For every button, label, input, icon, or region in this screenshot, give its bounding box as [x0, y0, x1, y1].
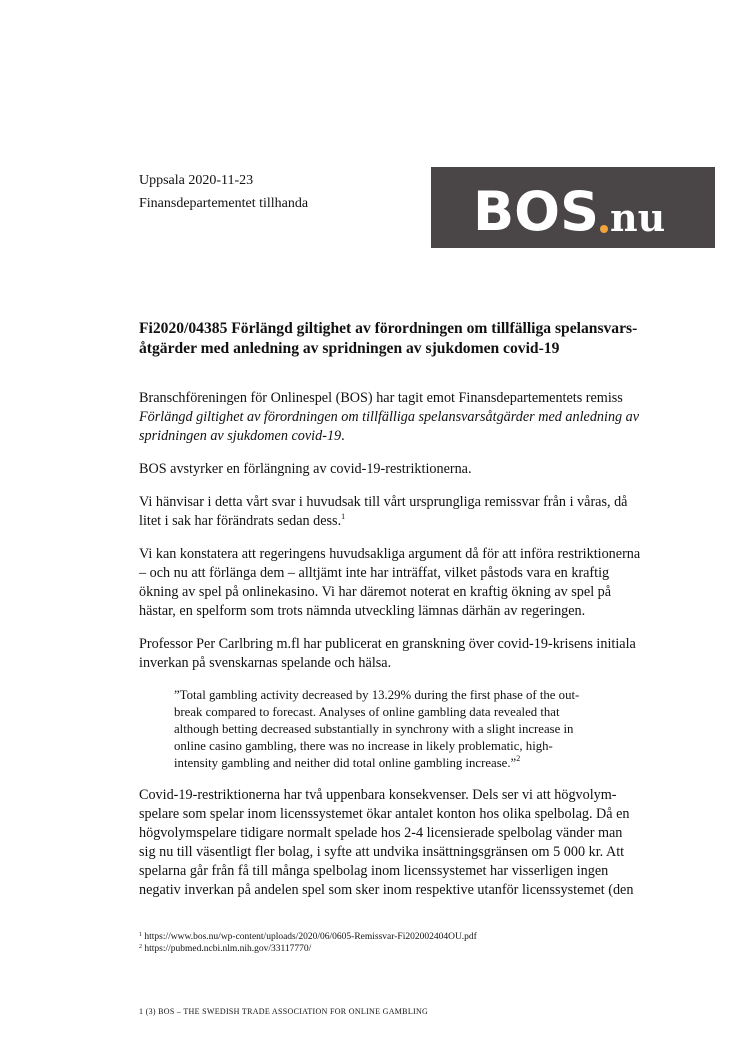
- quote-line: break compared to forecast. Analyses of online gambling data revealed that: [174, 705, 560, 719]
- paragraph-line: – och nu att förlänga dem – alltjämt inte har inträffat, vilket påstods vara en kraftig: [139, 565, 610, 581]
- paragraph-study: [139, 635, 714, 673]
- page-footer: 1 (3) BOS – THE SWEDISH TRADE ASSOCIATION FOR ONLINE GAMBLING: [139, 1007, 429, 1016]
- paragraph-line: litet i sak har förändrats sedan dess.$^1$: [139, 512, 346, 529]
- paragraph-line: ökning av spel på onlinekasino. Vi har däremot noterat en kraftig ökning av spel på: [139, 584, 612, 600]
- footnotes: [139, 931, 477, 955]
- footnote-link[interactable]: https://www.bos.nu/wp-content/uploads/2020/06/0605-Remissvar-Fi202002404OU.pdf: [144, 932, 477, 942]
- paragraph-line: spridningen av sjukdomen covid-19.: [139, 428, 345, 444]
- bos-logo: [431, 167, 715, 248]
- paragraph-line: inverkan på svenskarnas spelande och hälsa.: [139, 655, 392, 671]
- footnote-ref-2: 2: [516, 754, 521, 763]
- paragraph-line: spelare som spelar inom licenssystemet ökar antalet konton hos olika spelbolag. Då en: [139, 806, 630, 822]
- footnote-2: $^2$ https://pubmed.ncbi.nlm.nih.gov/33117770/: [139, 944, 312, 954]
- logo-suffix-text: nu: [610, 195, 666, 240]
- paragraph-line: Vi hänvisar i detta vårt svar i huvudsak till vårt ursprungliga remissvar från i våras, då: [139, 494, 628, 510]
- paragraph-line: hästar, en spelform som trots nämnda utveckling lämnas därhän av regeringen.: [139, 603, 586, 619]
- quote-line: ”Total gambling activity decreased by 13.29% during the first phase of the out-: [174, 688, 580, 702]
- title-line-2: åtgärder med anledning av spridningen av sjukdomen covid-19: [139, 340, 560, 357]
- quote-line: although betting decreased substantially in synchrony with a slight increase in: [174, 722, 574, 736]
- document-title: [139, 319, 699, 359]
- paragraph-line-italic: Förlängd giltighet av förordningen om tillfälliga spelansvarsåtgärder med anledning av: [139, 409, 640, 425]
- logo-main-text: BOS: [473, 180, 599, 243]
- document-body: [139, 389, 714, 914]
- title-line-1: Fi2020/04385 Förlängd giltighet av förordningen om tillfälliga spelansvars-: [139, 320, 638, 337]
- paragraph-consequences: [139, 786, 714, 900]
- footnote-ref-1: 1: [341, 512, 346, 521]
- paragraph-line: BOS avstyrker en förlängning av covid-19-restriktionerna.: [139, 461, 472, 477]
- paragraph-intro: [139, 389, 714, 446]
- paragraph-line: högvolymspelare tidigare normalt spelade hos 2-4 licensierade spelbolag vänder man: [139, 825, 623, 841]
- paragraph-argument: [139, 545, 714, 621]
- paragraph-position: [139, 460, 714, 479]
- italic-text: spridningen av sjukdomen covid-19: [139, 428, 342, 444]
- quote-line: online casino gambling, there was no increase in likely problematic, high-: [174, 739, 553, 753]
- block-quote: [174, 687, 714, 772]
- paragraph-line: negativ inverkan på andelen spel som sker inom respektive utanför licenssystemet (den: [139, 882, 634, 898]
- paragraph-reference: [139, 493, 714, 531]
- recipient: Finansdepartementet tillhanda: [139, 196, 309, 211]
- footnote-1: $^1$ https://www.bos.nu/wp-content/uploads/2020/06/0605-Remissvar-Fi202002404OU.pdf: [139, 932, 477, 942]
- logo-dot-icon: [600, 225, 608, 233]
- paragraph-line: Vi kan konstatera att regeringens huvudsakliga argument då för att införa restriktionerna: [139, 546, 641, 562]
- paragraph-line: spelarna går från få till många spelbolag inom licenssystemet har visserligen ingen: [139, 863, 609, 879]
- paragraph-line: Branschföreningen för Onlinespel (BOS) har tagit emot Finansdepartementets remiss: [139, 390, 623, 406]
- paragraph-line: Professor Per Carlbring m.fl har publicerat en granskning över covid-19-krisens initiala: [139, 636, 636, 652]
- paragraph-line: sig nu till väsentligt fler bolag, i syfte att undvika insättningsgränsen om 5 000 kr. Att: [139, 844, 625, 860]
- paragraph-line: Covid-19-restriktionerna har två uppenbara konsekvenser. Dels ser vi att högvolym-: [139, 787, 617, 803]
- place-date: Uppsala 2020-11-23: [139, 173, 254, 188]
- quote-line: intensity gambling and neither did total online gambling increase.”$^2$: [174, 754, 521, 770]
- footnote-link[interactable]: https://pubmed.ncbi.nlm.nih.gov/33117770/: [144, 944, 312, 954]
